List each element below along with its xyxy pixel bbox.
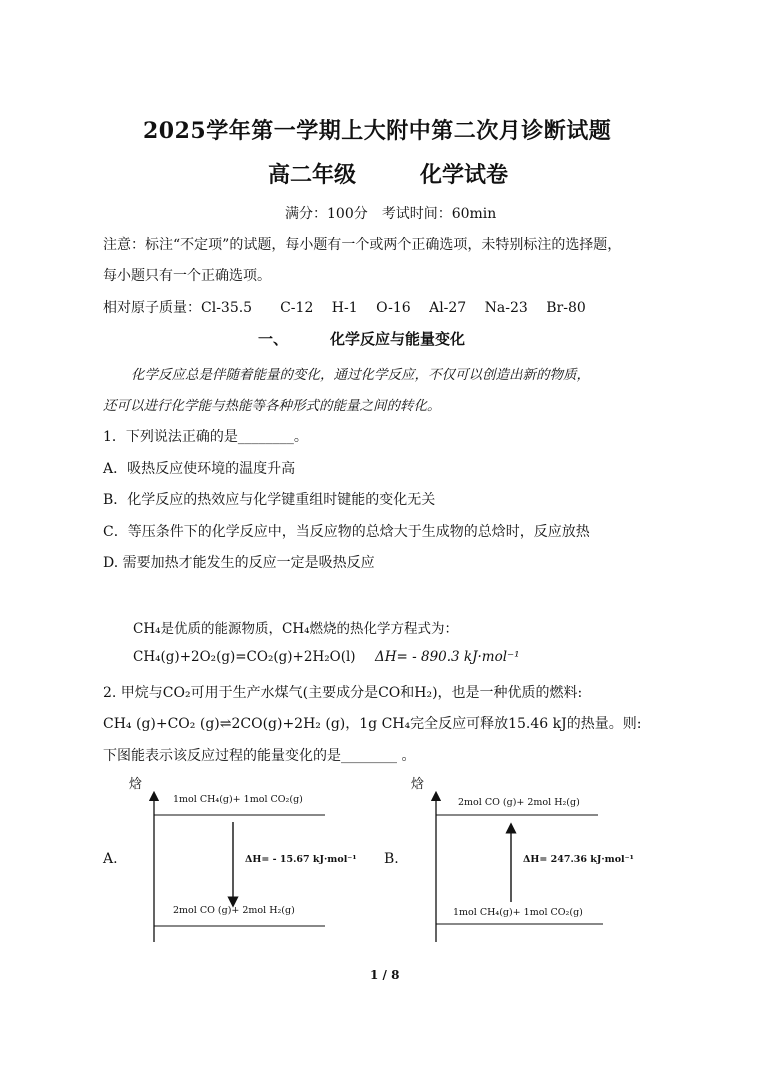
q2-line-2: CH₄ (g)+CO₂ (g)⇌2CO(g)+2H₂ (g)，1g CH₄完全反应可释放15.46 kJ的热量。则: [103,716,642,732]
section-number: 一、 [258,330,289,348]
delta-h-label: ΔH= 247.36 kJ·mol⁻¹ [523,854,634,865]
ch4-enthalpy: ΔH= - 890.3 kJ·mol⁻¹ [375,649,520,665]
enthalpy-axis-label: 焓 [129,777,143,792]
reactant-label: 1mol CH₄(g)+ 1mol CO₂(g) [173,794,303,805]
section-title: 化学反应与能量变化 [330,330,466,348]
grade-label: 高二年级 [268,162,357,188]
option-b-label: B. [384,851,399,867]
subject-label: 化学试卷 [420,162,509,188]
q1-option-b: B．化学反应的热效应与化学键重组时键能的变化无关 [103,492,436,508]
product-label: 2mol CO (g)+ 2mol H₂(g) [458,797,580,808]
q1-option-a: A．吸热反应使环境的温度升高 [103,461,296,477]
product-label: 2mol CO (g)+ 2mol H₂(g) [173,905,295,916]
energy-diagram-b [405,772,655,952]
q2-line-1: 2. 甲烷与CO₂可用于生产水煤气(主要成分是CO和H₂)，也是一种优质的燃料: [103,685,583,701]
exam-title: 2025学年第一学期上大附中第二次月诊断试题 [143,118,612,144]
q1-stem: 1．下列说法正确的是________。 [103,429,308,445]
q1-option-d: D. 需要加热才能发生的反应一定是吸热反应 [103,555,375,571]
q1-option-c: C．等压条件下的化学反应中，当反应物的总焓大于生成物的总焓时，反应放热 [103,524,590,540]
q2-line-3: 下图能表示该反应过程的能量变化的是________ 。 [103,748,416,764]
reactant-label: 1mol CH₄(g)+ 1mol CO₂(g) [453,907,583,918]
notice-line-1: 注意：标注“不定项”的试题，每小题有一个或两个正确选项，未特别标注的选择题， [103,237,622,253]
exam-meta: 满分：100分 考试时间：60min [285,206,497,222]
ch4-intro: CH₄是优质的能源物质，CH₄燃烧的热化学方程式为： [133,621,459,637]
atomic-masses: 相对原子质量：Cl-35.5 C-12 H-1 O-16 Al-27 Na-23 Br-80 [103,300,586,316]
notice-line-2: 每小题只有一个正确选项。 [103,268,271,284]
page-number: 1 / 8 [370,968,400,982]
option-a-label: A. [103,851,118,867]
enthalpy-axis-label: 焓 [411,777,425,792]
energy-diagram-a [125,772,365,952]
ch4-equation: CH₄(g)+2O₂(g)=CO₂(g)+2H₂O(l) [133,649,356,665]
section-intro-1: 化学反应总是伴随着能量的变化，通过化学反应，不仅可以创造出新的物质， [131,367,590,383]
delta-h-label: ΔH= - 15.67 kJ·mol⁻¹ [245,854,357,865]
section-intro-2: 还可以进行化学能与热能等各种形式的能量之间的转化。 [103,398,441,414]
